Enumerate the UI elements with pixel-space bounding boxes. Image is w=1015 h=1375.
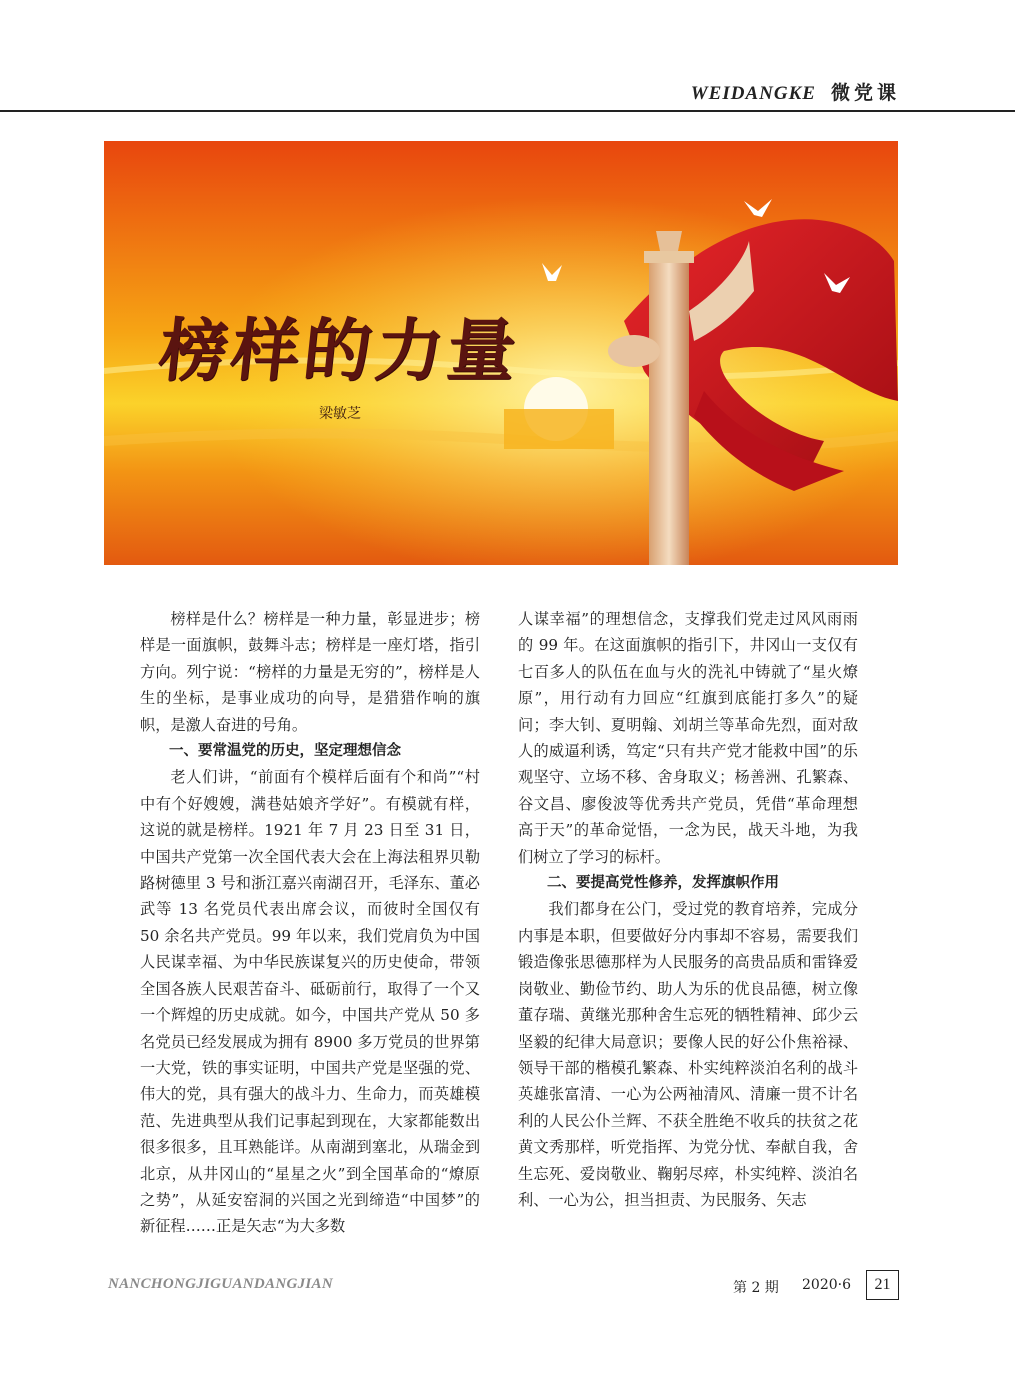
section-title-cn: 微党课 [830, 82, 900, 104]
paragraph: 榜样是什么？榜样是一种力量，彰显进步；榜样是一面旗帜，鼓舞斗志；榜样是一座灯塔，指引方向。列宁说：“榜样的力量是无穷的”，榜样是人生的坐标，是事业成功的向导，是猎猎作响的旗帜，是激人奋进的号角。 [140, 610, 480, 734]
issue-number: 第 2 期 [733, 1280, 779, 1296]
article-column-right [518, 606, 858, 1213]
issue-date: 2020·6 [802, 1277, 851, 1293]
paragraph: 我们都身在公门，受过党的教育培养，完成分内事是本职，但要做好分内事却不容易，需要我们锻造像张思德那样为人民服务的高贵品质和雷锋爱岗敬业、勤俭节约、助人为乐的优良品德，树立像董存瑞、黄继光那种舍生忘死的牺牲精神、邱少云坚毅的纪律大局意识；要像人民的好公仆焦裕禄、领导干部的楷模孔繁森、朴实纯粹淡泊名利的战斗英雄张富清、一心为公两袖清风、清廉一贯不计名利的人民公仆兰辉、不获全胜绝不收兵的扶贫之花黄文秀那样，听党指挥、为党分忧、奉献自我，舍生忘死、爱岗敬业、鞠躬尽瘁，朴实纯粹、淡泊名利、一心为公，担当担责、为民服务、矢志 [518, 900, 858, 1209]
article-column-left [140, 606, 480, 1240]
paragraph: 人谋幸福”的理想信念，支撑我们党走过风风雨雨的 99 年。在这面旗帜的指引下，井冈山一支仅有七百多人的队伍在血与火的洗礼中铸就了“星火燎原”，用行动有力回应“红旗到底能打多久”的疑问；李大钊、夏明翰、刘胡兰等革命先烈，面对敌人的威逼利诱，笃定“只有共产党才能救中国”的乐观坚守、立场不移、舍身取义；杨善洲、孔繁森、谷文昌、廖俊波等优秀共产党员，凭借“革命理想高于天”的革命觉悟，一念为民，战天斗地，为我们树立了学习的标杆。 [518, 610, 858, 866]
journal-name: NANCHONGJIGUANDANGJIAN [108, 1276, 333, 1292]
article-title: 榜样的力量 [155, 311, 524, 391]
page-number: 21 [866, 1270, 899, 1300]
header-divider [0, 110, 1015, 112]
author-name: 梁敏芝 [319, 406, 361, 422]
section-heading: 二、要提高党性修养，发挥旗帜作用 [547, 875, 779, 892]
paragraph: 老人们讲，“前面有个模样后面有个和尚”“村中有个好嫂嫂，满巷姑娘齐学好”。有模就有样，这说的就是榜样。1921 年 7 月 23 日至 31 日，中国共产党第一次全国代表大会在上海法租界贝勒路树德里 3 号和浙江嘉兴南湖召开，毛泽东、董必武等 13 名党员代表出席会议，而彼时全国仅有 50 余名共产党员。99 年以来，我们党肩负为中国人民谋幸福、为中华民族谋复兴的历史使命，带领全国各族人民艰苦奋斗、砥砺前行，取得了一个又一个辉煌的历史成就。如今，中国共产党从 50 多名党员已经发展成为拥有 8900 多万党员的世界第一大党，铁的事实证明，中国共产党是坚强的党、伟大的党，具有强大的战斗力、生命力，而英雄模范、先进典型从我们记事起到现在，大家都能数出很多很多，且耳熟能详。从南湖到塞北，从瑞金到北京，从井冈山的“星星之火”到全国革命的“燎原之势”，从延安窑洞的兴国之光到缔造“中国梦”的新征程……正是矢志“为大多数 [140, 768, 480, 1236]
section-header [691, 78, 900, 105]
banner-image [104, 141, 898, 565]
section-heading: 一、要常温党的历史，坚定理想信念 [169, 743, 401, 760]
section-title-latin: WEIDANGKE [690, 83, 816, 104]
